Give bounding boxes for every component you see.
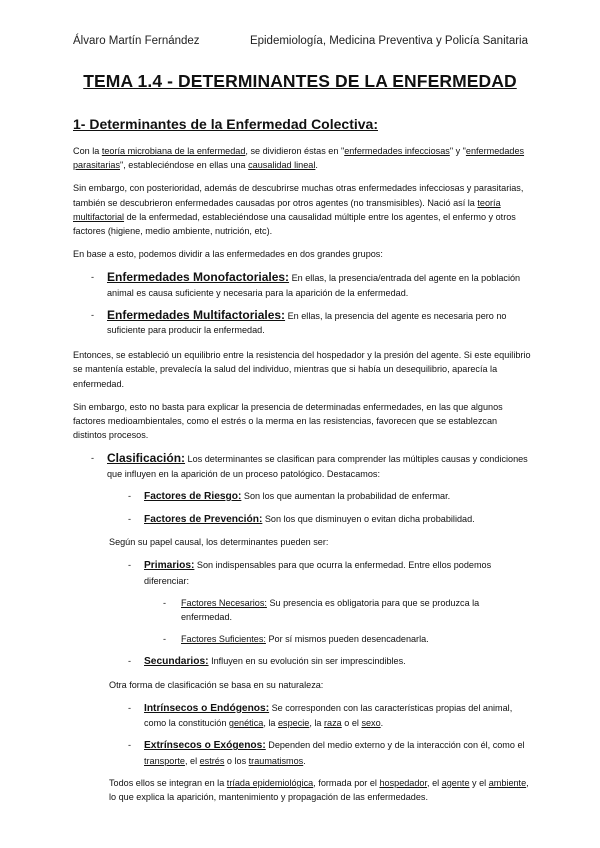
term-monofactoriales: Enfermedades Monofactoriales: (107, 270, 290, 285)
paragraph-naturaleza: Otra forma de clasificación se basa en su naturaleza: (109, 679, 324, 690)
list-item-factores-prevencion: - Factores de Prevención: Son los que disminuyen o evitan dicha probabilidad. (128, 514, 475, 526)
list-item-secundarios: - Secundarios: Influyen en su evolución sin ser imprescindibles. (128, 656, 406, 668)
paragraph-triada: Todos ellos se integran en la tríada epidemiológica, formada por el hospedador, el agente y el ambiente, lo que explica la aparición, mantenimiento y propagación de las enfermedades. (109, 777, 529, 802)
bullet-dash: - (128, 702, 132, 713)
bullet-dash: - (128, 490, 132, 501)
list-item-factores-riesgo: - Factores de Riesgo: Son los que aumentan la probabilidad de enfermar. (128, 490, 451, 502)
list-item-multifactoriales: - Enfermedades Multifactoriales: En ellas, la presencia del agente es necesaria pero no suficiente para producir la enfermedad. (91, 307, 507, 336)
paragraph-intro: Con la teoría microbiana de la enfermedad, se dividieron éstas en "enfermedades infecciosas" y "enfermedades parasitarias", estableciéndose en ellas una causalidad lineal. (73, 146, 525, 171)
header-subject: Epidemiología, Medicina Preventiva y Policía Sanitaria (249, 35, 528, 47)
bullet-dash: - (91, 272, 95, 283)
term-factores-prevencion: Factores de Prevención: (144, 514, 263, 526)
paragraph-papel-causal: Según su papel causal, los determinantes pueden ser: (109, 537, 329, 548)
term-factores-suficientes: Factores Suficientes: (181, 634, 266, 645)
section-heading: 1- Determinantes de la Enfermedad Colectiva: (73, 116, 378, 132)
term-intrinsecos: Intrínsecos o Endógenos: (144, 702, 270, 714)
header-author: Álvaro Martín Fernández (73, 35, 200, 47)
bullet-dash: - (91, 309, 95, 320)
list-item-monofactoriales: - Enfermedades Monofactoriales: En ellas, la presencia/entrada del agente en la población animal es causa suficiente y necesaria para la aparición de la enfermedad. (91, 270, 521, 298)
bullet-dash: - (128, 514, 132, 525)
paragraph-equilibrio: Entonces, se estableció un equilibrio entre la resistencia del hospedador y la presión del agente. Si este equilibrio se mantenía estable, prevalecía la salud del individuo, mientras que si había un desequilibrio, aparecía la enfermedad. (73, 350, 531, 389)
bullet-dash: - (128, 560, 132, 571)
document-body (73, 144, 531, 813)
list-item-clasificacion: - Clasificación: Los determinantes se clasifican para comprender las múltiples causas y condiciones que influyen en la aparición de un proceso patológico. Destacamos: (91, 451, 528, 479)
paragraph-factores-ambientales: Sin embargo, esto no basta para explicar la presencia de determinadas enfermedades, en las que algunos factores medioambientales, como el estrés o la merma en las resistencias, favorecen que se establezcan distintos procesos. (73, 401, 503, 441)
term-secundarios: Secundarios: (144, 656, 209, 668)
page-title: TEMA 1.4 - DETERMINANTES DE LA ENFERMEDAD (83, 71, 517, 91)
paragraph-multifactorial: Sin embargo, con posterioridad, además de descubrirse muchas otras enfermedades infecciosas y parasitarias, también se descubrieron enfermedades causadas por otros agentes (no transmisibles). Nació así la teoría multifactorial de la enfermedad, estableciéndose una causalidad múltiple entre los agentes, el enfermo y otros factores (higiene, medio ambiente, nutrición, etc). (73, 183, 524, 237)
term-clasificacion: Clasificación: (107, 451, 186, 466)
list-item-factores-suficientes: - Factores Suficientes: Por sí mismos pueden desencadenarla. (73, 632, 531, 646)
bullet-dash: - (128, 656, 132, 667)
bullet-dash: - (163, 634, 167, 645)
term-factores-riesgo: Factores de Riesgo: (144, 490, 242, 502)
term-extrinsecos: Extrínsecos o Exógenos: (144, 740, 266, 752)
term-primarios: Primarios: (144, 560, 195, 572)
list-item-extrinsecos: - Extrínsecos o Exógenos: Dependen del medio externo y de la interacción con él, como el transporte, el estrés o los traumatismos. (128, 740, 525, 766)
bullet-dash: - (128, 740, 132, 751)
term-multifactoriales: Enfermedades Multifactoriales: (107, 307, 286, 322)
term-factores-necesarios: Factores Necesarios: (181, 597, 267, 608)
list-item-primarios: - Primarios: Son indispensables para que ocurra la enfermedad. Entre ellos podemos diferenciar: (128, 560, 492, 586)
list-item-factores-necesarios: - Factores Necesarios: Su presencia es obligatoria para que se produzca la enfermedad. (163, 597, 480, 623)
bullet-dash: - (163, 597, 167, 608)
list-item-intrinsecos: - Intrínsecos o Endógenos: Se corresponden con las características propias del animal, como la constitución genética, la especie, la raza o el sexo. (128, 702, 513, 729)
paragraph-groups-intro: En base a esto, podemos dividir a las enfermedades en dos grandes grupos: (73, 249, 383, 260)
bullet-dash: - (91, 453, 95, 464)
